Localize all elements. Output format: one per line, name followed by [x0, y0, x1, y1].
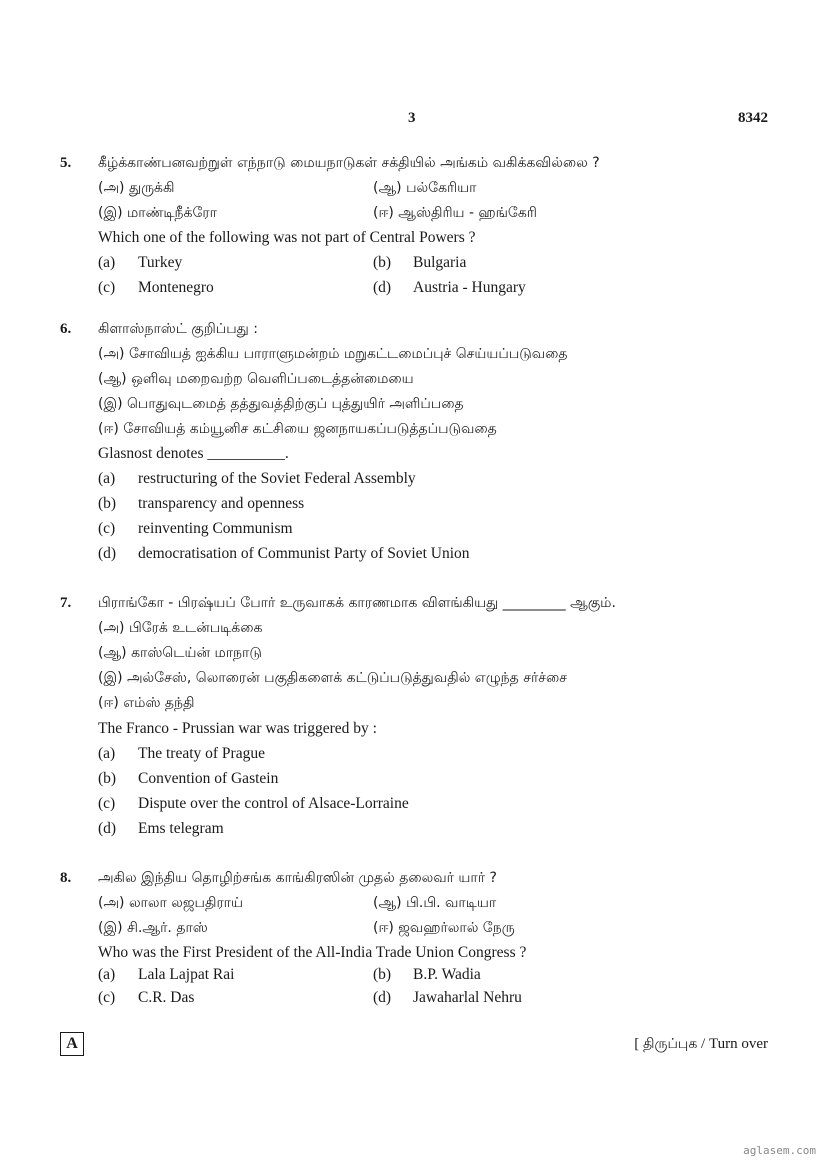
option-english: (c) C.R. Das — [98, 989, 195, 1006]
question-number: 5. — [60, 155, 72, 171]
option-tamil: (ஆ) ஒளிவு மறைவற்ற வெளிப்படைத்தன்மையை — [98, 371, 414, 387]
option-tamil: (இ) அல்சேஸ், லொரைன் பகுதிகளைக் கட்டுப்படுத்துவதில் எழுந்த சர்ச்சை — [98, 670, 568, 686]
option-tamil: (அ) துருக்கி — [98, 180, 175, 196]
option-tamil: (இ) பொதுவுடமைத் தத்துவத்திற்குப் புத்துயிர் அளிப்பதை — [98, 396, 464, 412]
watermark: aglasem.com — [743, 1144, 816, 1157]
question-number: 8. — [60, 870, 72, 886]
option-tamil: (அ) பிரேக் உடன்படிக்கை — [98, 620, 263, 636]
question-english: Glasnost denotes __________. — [98, 445, 289, 462]
option-tamil: (அ) சோவியத் ஐக்கிய பாராளுமன்றம் மறுகட்டமைப்புச் செய்யப்படுவதை — [98, 346, 568, 362]
option-english: (a) Lala Lajpat Rai — [98, 966, 235, 983]
booklet-series-box: A — [60, 1032, 84, 1056]
question-number: 7. — [60, 595, 72, 611]
question-tamil: கீழ்க்காண்பனவற்றுள் எந்நாடு மையநாடுகள் சக்தியில் அங்கம் வகிக்கவில்லை ? — [98, 155, 600, 171]
option-tamil: (ஆ) பி.பி. வாடியா — [373, 895, 497, 911]
option-english: (b) Bulgaria — [373, 254, 467, 271]
page-number: 3 — [408, 110, 416, 126]
option-tamil: (ஈ) சோவியத் கம்யூனிச கட்சியை ஜனநாயகப்படுத்தப்படுவதை — [98, 421, 497, 437]
option-tamil: (அ) லாலா லஜபதிராய் — [98, 895, 243, 911]
option-english: (d) Ems telegram — [98, 820, 224, 837]
option-english: (c) Dispute over the control of Alsace-Lorraine — [98, 795, 409, 812]
question-english: The Franco - Prussian war was triggered by : — [98, 720, 377, 737]
question-number: 6. — [60, 321, 72, 337]
question-tamil: கிளாஸ்நாஸ்ட் குறிப்பது : — [98, 321, 258, 337]
question-english: Which one of the following was not part of Central Powers ? — [98, 229, 476, 246]
question-tamil: பிராங்கோ - பிரஷ்யப் போர் உருவாகக் காரணமாக விளங்கியது _________ ஆகும். — [98, 595, 616, 611]
option-tamil: (ஆ) காஸ்டெய்ன் மாநாடு — [98, 645, 262, 661]
option-english: (d) Jawaharlal Nehru — [373, 989, 522, 1006]
option-tamil: (ஈ) ஜவஹர்லால் நேரு — [373, 920, 515, 936]
option-english: (a) The treaty of Prague — [98, 745, 265, 762]
option-tamil: (இ) மாண்டிநீக்ரோ — [98, 205, 217, 221]
paper-code: 8342 — [738, 110, 768, 126]
option-english: (a) Turkey — [98, 254, 183, 271]
option-tamil: (ஈ) ஆஸ்திரிய - ஹங்கேரி — [373, 205, 537, 221]
option-english: (b) B.P. Wadia — [373, 966, 481, 983]
option-english: (c) reinventing Communism — [98, 520, 293, 537]
option-english: (a) restructuring of the Soviet Federal Assembly — [98, 470, 416, 487]
option-english: (c) Montenegro — [98, 279, 214, 296]
option-english: (d) democratisation of Communist Party of Soviet Union — [98, 545, 470, 562]
option-tamil: (ஆ) பல்கேரியா — [373, 180, 477, 196]
option-tamil: (ஈ) எம்ஸ் தந்தி — [98, 695, 195, 711]
turn-over-note: [ திருப்புக / Turn over — [634, 1036, 768, 1052]
page-header — [0, 110, 826, 130]
option-english: (d) Austria - Hungary — [373, 279, 526, 296]
option-tamil: (இ) சி.ஆர். தாஸ் — [98, 920, 208, 936]
question-english: Who was the First President of the All-India Trade Union Congress ? — [98, 944, 527, 961]
question-tamil: அகில இந்திய தொழிற்சங்க காங்கிரஸின் முதல் தலைவர் யார் ? — [98, 870, 497, 886]
option-english: (b) transparency and openness — [98, 495, 305, 512]
option-english: (b) Convention of Gastein — [98, 770, 279, 787]
